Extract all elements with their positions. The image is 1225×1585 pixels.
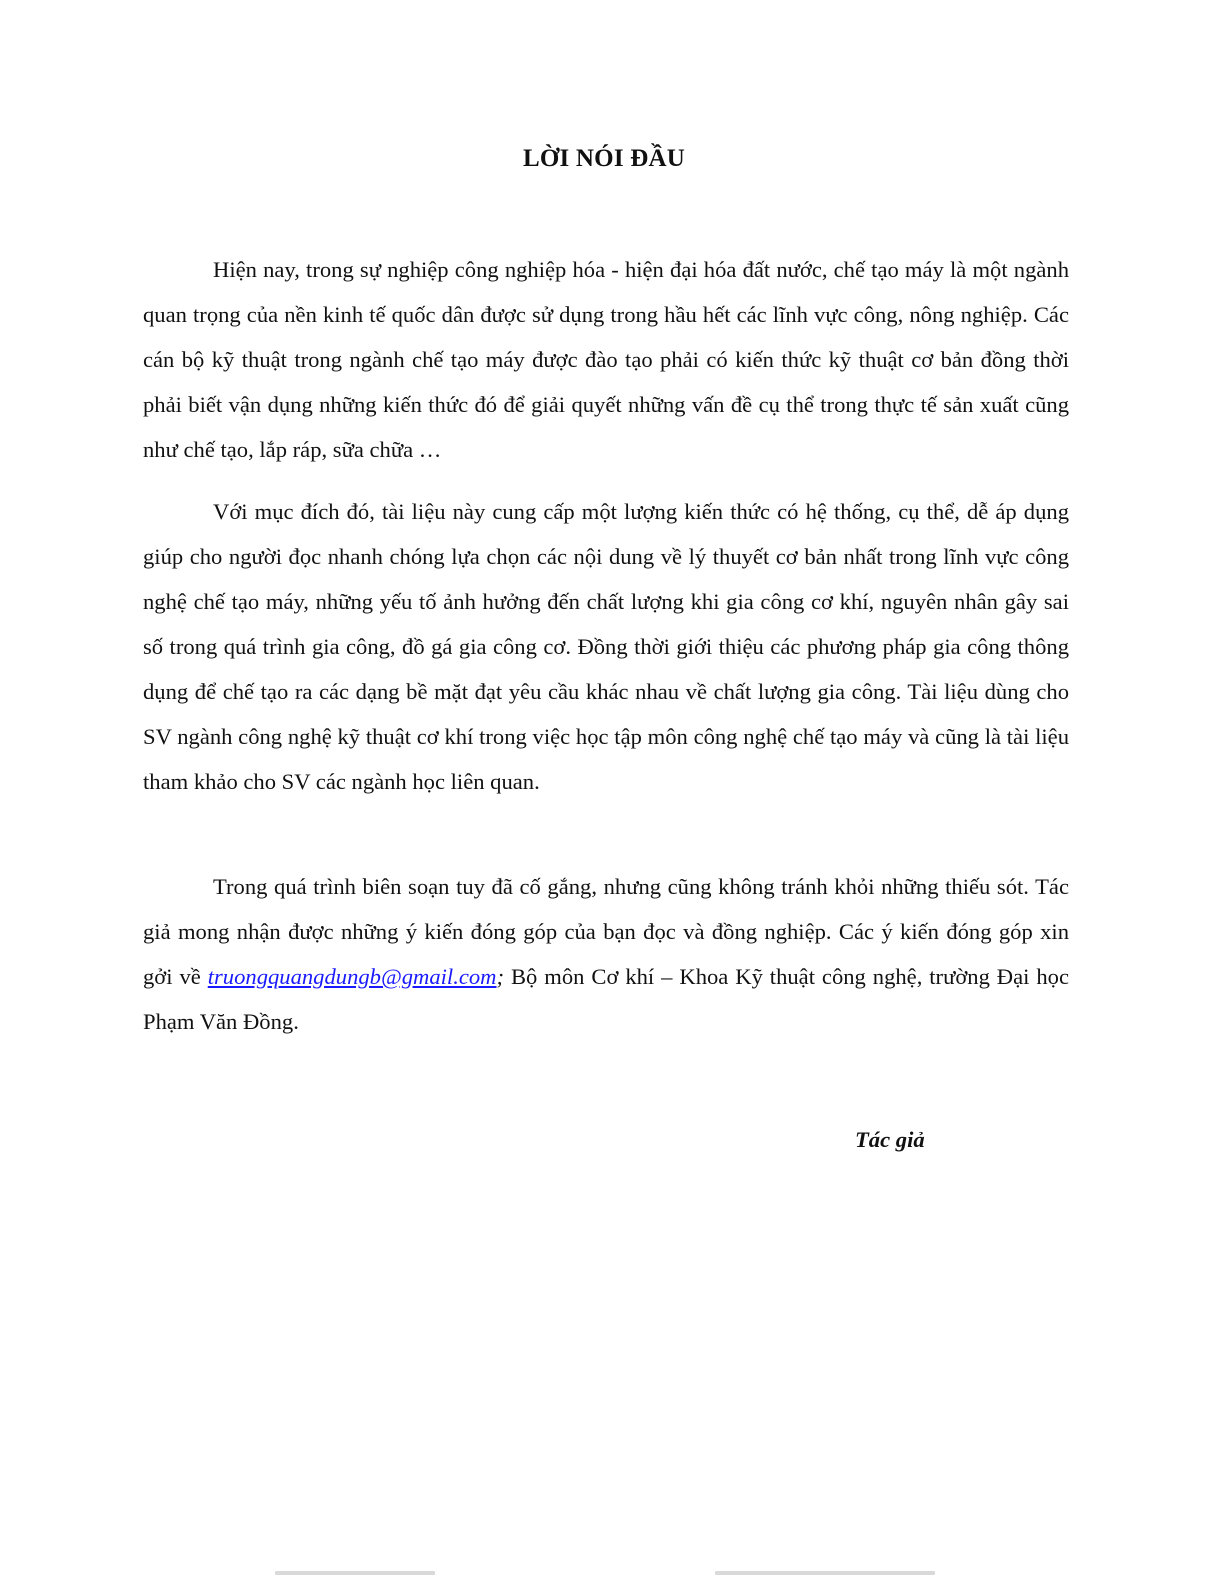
feedback-text: Trong quá trình biên soạn tuy đã cố gắng, nhưng cũng không tránh khỏi những thiếu sót. Tác giả mong nhận được những ý kiến đóng góp của bạn đọc và đồng nghiệp. Các ý kiến đóng góp xin gởi về: [143, 874, 1069, 989]
scan-artifact-mark: [275, 1571, 435, 1575]
feedback-address-text: Bộ môn Cơ khí – Khoa Kỹ thuật công nghệ, trường Đại học Phạm Văn Đồng.: [143, 964, 1069, 1034]
paragraph-feedback: [143, 864, 1069, 1044]
paragraph-intro: Hiện nay, trong sự nghiệp công nghiệp hóa - hiện đại hóa đất nước, chế tạo máy là một ngành quan trọng của nền kinh tế quốc dân được sử dụng trong hầu hết các lĩnh vực công, nông nghiệp. Các cán bộ kỹ thuật trong ngành chế tạo máy được đào tạo phải có kiến thức kỹ thuật cơ bản đồng thời phải biết vận dụng những kiến thức đó để giải quyết những vấn đề cụ thể trong thực tế sản xuất cũng như chế tạo, lắp ráp, sữa chữa …: [143, 257, 1069, 462]
paragraph-purpose: Với mục đích đó, tài liệu này cung cấp một lượng kiến thức có hệ thống, cụ thể, dễ áp dụng giúp cho người đọc nhanh chóng lựa chọn các nội dung về lý thuyết cơ bản nhất trong lĩnh vực công nghệ chế tạo máy, những yếu tố ảnh hưởng đến chất lượng khi gia công cơ khí, nguyên nhân gây sai số trong quá trình gia công, đồ gá gia công cơ. Đồng thời giới thiệu các phương pháp gia công thông dụng để chế tạo ra các dạng bề mặt đạt yêu cầu khác nhau về chất lượng gia công. Tài liệu dùng cho SV ngành công nghệ kỹ thuật cơ khí trong việc học tập môn công nghệ chế tạo máy và cũng là tài liệu tham khảo cho SV các ngành học liên quan.: [143, 499, 1069, 794]
email-separator: ;: [496, 964, 505, 989]
page-title: LỜI NÓI ĐẦU: [523, 145, 685, 172]
email-link[interactable]: truongquangdungb@gmail.com: [207, 964, 497, 989]
author-signature: Tác giả: [855, 1127, 925, 1152]
scan-artifact-mark: [715, 1571, 935, 1575]
